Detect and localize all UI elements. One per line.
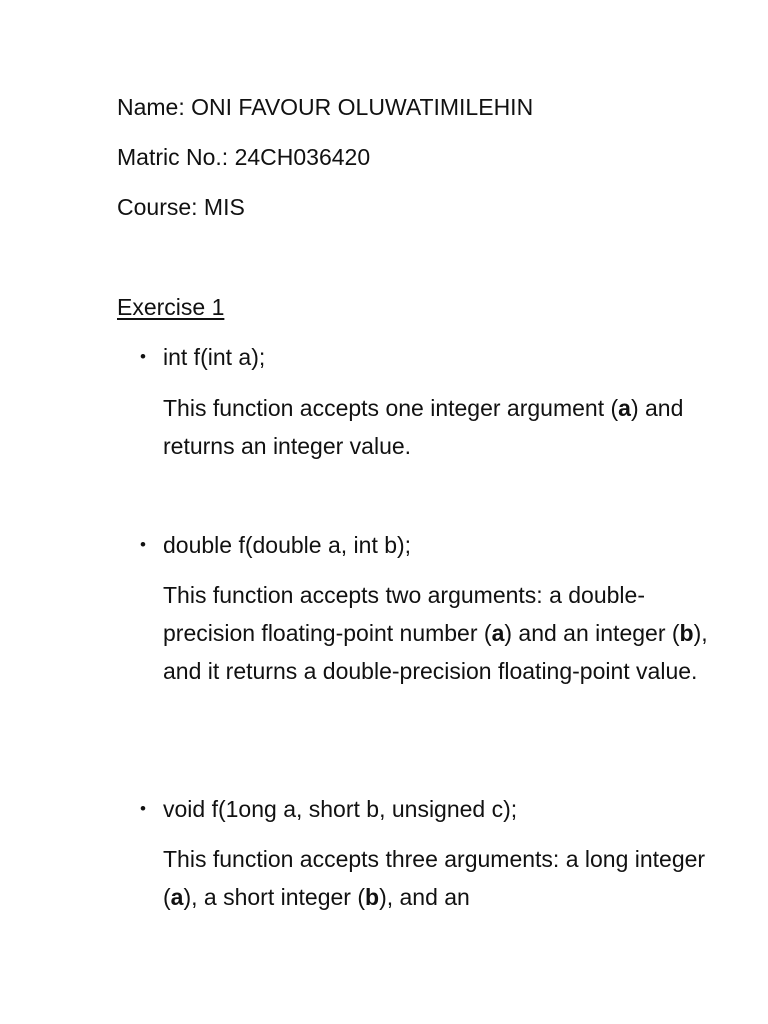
- description-text: This function accepts two arguments: a double-precision floating-point number (: [163, 582, 645, 646]
- description-text: This function accepts one integer argument (: [163, 395, 619, 421]
- description-text: ) and an integer (: [504, 620, 680, 646]
- function-signature-2: double f(double a, int b);: [163, 532, 412, 558]
- function-description-1: [163, 389, 723, 465]
- bullet-marker: •: [140, 347, 146, 366]
- variable-name: b: [679, 620, 694, 646]
- variable-name: a: [491, 620, 505, 646]
- description-text: ), and it returns a double-precision floating-point value.: [163, 620, 708, 684]
- description-text: ) and returns an integer value.: [163, 395, 684, 459]
- description-text: ), a short integer (: [183, 884, 365, 910]
- function-signature-3: void f(1ong a, short b, unsigned c);: [163, 796, 518, 822]
- function-description-3: [163, 840, 723, 916]
- description-text: ), and an: [379, 884, 470, 910]
- variable-name: a: [618, 395, 631, 421]
- course: Course: MIS: [117, 194, 245, 220]
- bullet-marker: •: [140, 799, 146, 818]
- student-name: Name: ONI FAVOUR OLUWATIMILEHIN: [117, 94, 534, 120]
- variable-name: a: [170, 884, 184, 910]
- variable-name: b: [365, 884, 380, 910]
- matric-number: Matric No.: 24CH036420: [117, 144, 371, 170]
- function-description-2: [163, 576, 723, 690]
- bullet-marker: •: [140, 535, 146, 554]
- description-text: This function accepts three arguments: a long integer (: [163, 846, 706, 910]
- function-signature-1: int f(int a);: [163, 344, 266, 370]
- exercise-heading: Exercise 1: [117, 294, 225, 320]
